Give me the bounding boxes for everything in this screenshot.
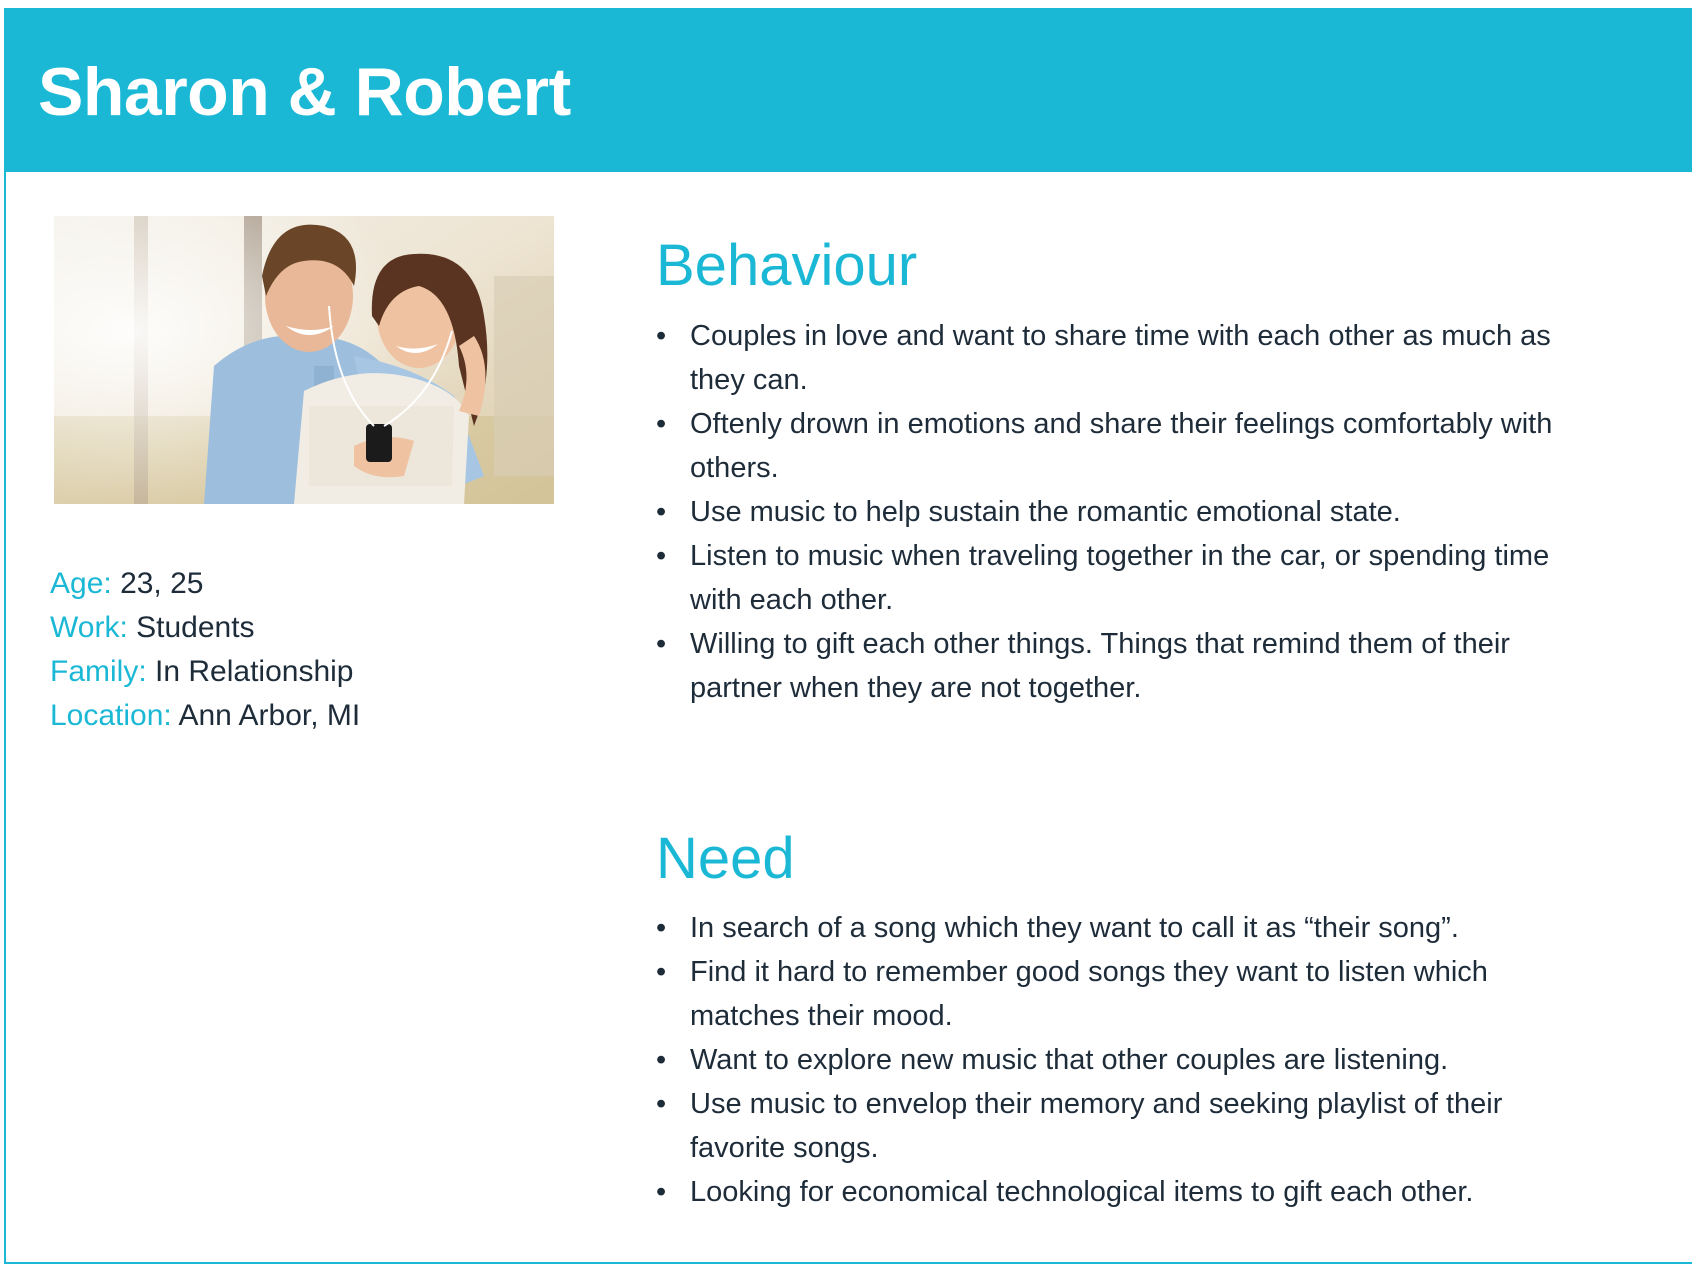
detail-value: Students [136,611,255,644]
list-item-text: Find it hard to remember good songs they want to listen which matches their mood. [690,956,1488,1032]
bullet-icon: • [656,1176,667,1208]
detail-value: In Relationship [155,655,354,688]
list-item [656,1038,1556,1082]
list-item-text: Listen to music when traveling together in the car, or spending time with each other. [690,540,1550,616]
bullet-icon: • [656,956,667,988]
list-item [656,1170,1556,1214]
bullet-icon: • [656,408,667,440]
bullet-icon: • [656,1044,667,1076]
list-item-text: Use music to help sustain the romantic emotional state. [690,496,1401,528]
detail-label: Family: [50,655,147,688]
list-item-text: Willing to gift each other things. Things that remind them of their partner when they are not together. [690,628,1510,704]
need-title: Need [656,826,795,891]
persona-name: Sharon & Robert [38,54,571,130]
list-item [656,1082,1556,1170]
persona-header [6,8,1692,172]
detail-family [50,650,360,694]
bullet-icon: • [656,496,667,528]
detail-label: Work: [50,611,128,644]
persona-details [50,562,360,738]
detail-value: 23, 25 [120,567,204,600]
bullet-icon: • [656,912,667,944]
detail-age [50,562,360,606]
list-item [656,534,1556,622]
list-item-text: Oftenly drown in emotions and share their feelings comfortably with others. [690,408,1553,484]
list-item [656,950,1556,1038]
list-item [656,402,1556,490]
list-item [656,490,1556,534]
detail-value: Ann Arbor, MI [178,699,361,732]
list-item-text: Looking for economical technological items to gift each other. [690,1176,1474,1208]
list-item-text: Couples in love and want to share time with each other as much as they can. [690,320,1551,396]
detail-location [50,694,360,738]
list-item-text: Use music to envelop their memory and seeking playlist of their favorite songs. [690,1088,1503,1164]
list-item [656,906,1556,950]
bullet-icon: • [656,540,667,572]
list-item [656,314,1556,402]
list-item-text: In search of a song which they want to call it as “their song”. [690,912,1459,944]
detail-label: Location: [50,699,172,732]
bullet-icon: • [656,320,667,352]
list-item-text: Want to explore new music that other couples are listening. [690,1044,1449,1076]
behaviour-list [656,314,1556,710]
bullet-icon: • [656,628,667,660]
behaviour-title: Behaviour [656,233,918,298]
persona-photo [54,216,554,504]
detail-work [50,606,360,650]
bullet-icon: • [656,1088,667,1120]
list-item [656,622,1556,710]
need-list [656,906,1556,1214]
detail-label: Age: [50,567,112,600]
